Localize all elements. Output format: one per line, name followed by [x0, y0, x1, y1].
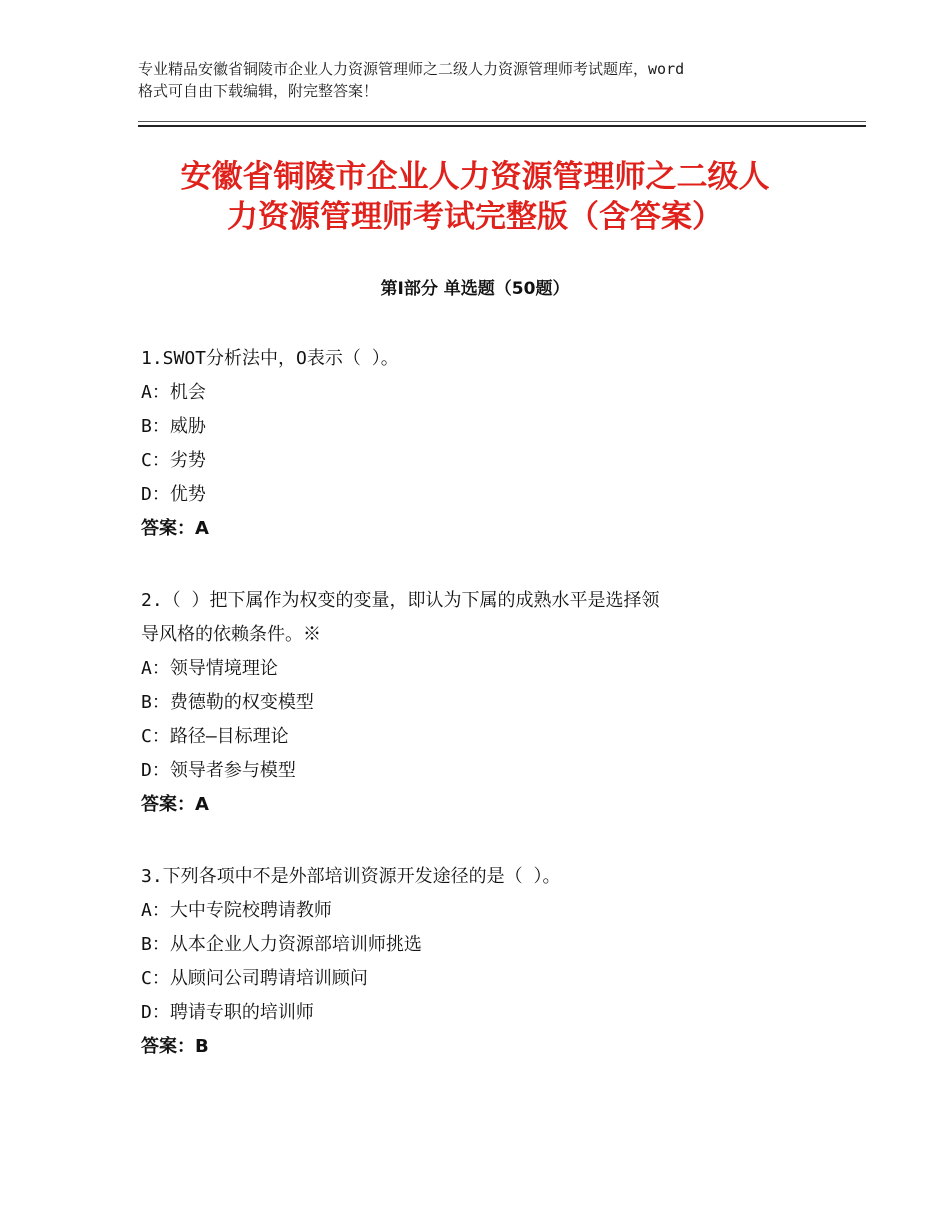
header-note-line-1: 专业精品安徽省铜陵市企业人力资源管理师之二级人力资源管理师考试题库，word	[138, 60, 685, 78]
question-list	[141, 342, 831, 1102]
option-a: A：领导情境理论	[141, 658, 278, 679]
option-c: C：劣势	[141, 450, 206, 471]
question-stem-line-2: 导风格的依赖条件。※	[141, 624, 321, 645]
answer: 答案：A	[141, 518, 209, 539]
section-title: 第Ⅰ部分 单选题（50题）	[380, 279, 570, 299]
question-3	[141, 860, 831, 1064]
question-stem: 1.SWOT分析法中，O表示（ ）。	[141, 348, 399, 369]
option-b: B：费德勒的权变模型	[141, 692, 314, 713]
header-divider-thick	[138, 125, 866, 127]
header-divider-thin	[138, 121, 866, 122]
answer: 答案：B	[141, 1036, 209, 1057]
option-c: C：路径—目标理论	[141, 726, 289, 747]
option-b: B：威胁	[141, 416, 206, 437]
header-note	[138, 58, 828, 102]
question-1	[141, 342, 831, 546]
option-a: A：机会	[141, 382, 206, 403]
document-title-line-2: 力资源管理师考试完整版（含答案）	[227, 199, 723, 235]
option-c: C：从顾问公司聘请培训顾问	[141, 968, 368, 989]
option-a: A：大中专院校聘请教师	[141, 900, 332, 921]
option-d: D：优势	[141, 484, 206, 505]
answer: 答案：A	[141, 794, 209, 815]
document-title-line-1: 安徽省铜陵市企业人力资源管理师之二级人	[180, 159, 770, 195]
question-stem: 3.下列各项中不是外部培训资源开发途径的是（ ）。	[141, 866, 561, 887]
question-stem-line-1: 2.（ ）把下属作为权变的变量，即认为下属的成熟水平是选择领	[141, 590, 660, 611]
option-b: B：从本企业人力资源部培训师挑选	[141, 934, 422, 955]
question-2	[141, 584, 831, 822]
option-d: D：聘请专职的培训师	[141, 1002, 314, 1023]
document-title	[110, 157, 840, 237]
option-d: D：领导者参与模型	[141, 760, 296, 781]
header-note-line-2: 格式可自由下载编辑，附完整答案！	[138, 82, 379, 100]
